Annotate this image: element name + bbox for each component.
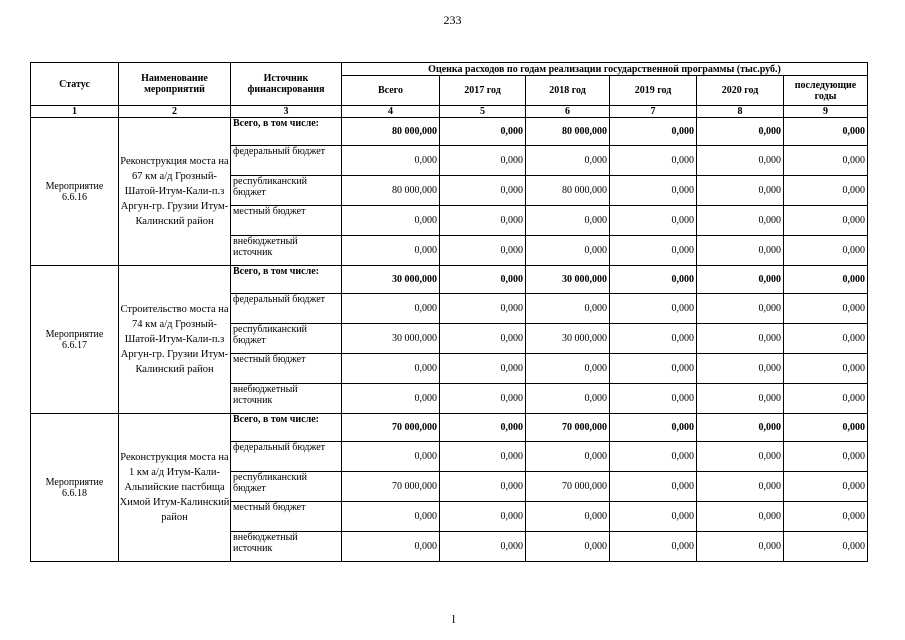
amount-cell: 0,000 (440, 176, 526, 206)
header-name: Наименование мероприятий (119, 63, 231, 106)
header-source: Источник финансирования (231, 63, 342, 106)
event-status: Мероприятие 6.6.18 (31, 414, 119, 562)
amount-cell: 0,000 (526, 206, 610, 236)
amount-cell: 0,000 (697, 442, 784, 472)
amount-cell: 0,000 (610, 146, 697, 176)
amount-cell: 0,000 (784, 118, 868, 146)
amount-cell: 0,000 (342, 384, 440, 414)
amount-cell: 0,000 (697, 206, 784, 236)
amount-cell: 0,000 (697, 324, 784, 354)
amount-cell: 70 000,000 (526, 414, 610, 442)
funding-source: республиканский бюджет (231, 176, 342, 206)
amount-cell: 0,000 (440, 294, 526, 324)
expenditure-table (30, 62, 868, 562)
amount-cell: 0,000 (440, 472, 526, 502)
amount-cell: 0,000 (526, 354, 610, 384)
amount-cell: 30 000,000 (342, 324, 440, 354)
amount-cell: 0,000 (440, 266, 526, 294)
amount-cell: 0,000 (610, 354, 697, 384)
amount-cell: 0,000 (610, 532, 697, 562)
amount-cell: 0,000 (342, 442, 440, 472)
header-status: Статус (31, 63, 119, 106)
event-name: Реконструкция моста на 1 км а/д Итум-Кали-Альпийские пастбища Химой Итум-Калинский район (119, 414, 231, 562)
funding-source: Всего, в том числе: (231, 414, 342, 442)
event-status: Мероприятие 6.6.16 (31, 118, 119, 266)
amount-cell: 0,000 (784, 206, 868, 236)
amount-cell: 80 000,000 (342, 118, 440, 146)
funding-source: местный бюджет (231, 354, 342, 384)
event-name: Реконструкция моста на 67 км а/д Грозный-Шатой-Итум-Кали-п.з Аргун-гр. Грузии Итум-Калинский район (119, 118, 231, 266)
amount-cell: 0,000 (440, 118, 526, 146)
amount-cell: 0,000 (784, 236, 868, 266)
amount-cell: 0,000 (526, 442, 610, 472)
header-total: Всего (342, 76, 440, 106)
amount-cell: 0,000 (697, 146, 784, 176)
amount-cell: 30 000,000 (342, 266, 440, 294)
amount-cell: 0,000 (610, 324, 697, 354)
amount-cell: 0,000 (342, 146, 440, 176)
funding-source: федеральный бюджет (231, 146, 342, 176)
amount-cell: 0,000 (784, 532, 868, 562)
amount-cell: 0,000 (440, 414, 526, 442)
event-status: Мероприятие 6.6.17 (31, 266, 119, 414)
amount-cell: 0,000 (526, 502, 610, 532)
amount-cell: 0,000 (610, 266, 697, 294)
funding-source: Всего, в том числе: (231, 118, 342, 146)
funding-source: федеральный бюджет (231, 442, 342, 472)
amount-cell: 0,000 (526, 294, 610, 324)
column-number: 5 (440, 106, 526, 118)
column-number: 1 (31, 106, 119, 118)
amount-cell: 0,000 (610, 206, 697, 236)
header-2020: 2020 год (697, 76, 784, 106)
amount-cell: 70 000,000 (526, 472, 610, 502)
event-name: Строительство моста на 74 км а/д Грозный-Шатой-Итум-Кали-п.з Аргун-гр. Грузии Итум-Калинский район (119, 266, 231, 414)
amount-cell: 0,000 (784, 502, 868, 532)
amount-cell: 0,000 (610, 118, 697, 146)
funding-source: республиканский бюджет (231, 324, 342, 354)
amount-cell: 0,000 (697, 354, 784, 384)
amount-cell: 0,000 (440, 324, 526, 354)
table-row (31, 266, 868, 294)
amount-cell: 0,000 (342, 354, 440, 384)
header-2018: 2018 год (526, 76, 610, 106)
amount-cell: 0,000 (697, 176, 784, 206)
amount-cell: 0,000 (610, 176, 697, 206)
amount-cell: 0,000 (440, 442, 526, 472)
page-number: 233 (443, 13, 462, 27)
amount-cell: 0,000 (784, 294, 868, 324)
amount-cell: 0,000 (342, 532, 440, 562)
amount-cell: 0,000 (526, 146, 610, 176)
amount-cell: 0,000 (526, 384, 610, 414)
funding-source: местный бюджет (231, 502, 342, 532)
amount-cell: 80 000,000 (526, 176, 610, 206)
amount-cell: 0,000 (697, 384, 784, 414)
column-number: 9 (784, 106, 868, 118)
column-number: 2 (119, 106, 231, 118)
amount-cell: 0,000 (784, 324, 868, 354)
table-row (31, 118, 868, 146)
amount-cell: 80 000,000 (342, 176, 440, 206)
amount-cell: 0,000 (784, 146, 868, 176)
amount-cell: 30 000,000 (526, 266, 610, 294)
amount-cell: 0,000 (610, 442, 697, 472)
funding-source: республиканский бюджет (231, 472, 342, 502)
amount-cell: 70 000,000 (342, 472, 440, 502)
amount-cell: 70 000,000 (342, 414, 440, 442)
column-number: 8 (697, 106, 784, 118)
amount-cell: 0,000 (697, 236, 784, 266)
column-number: 4 (342, 106, 440, 118)
amount-cell: 0,000 (610, 384, 697, 414)
header-2017: 2017 год (440, 76, 526, 106)
table-row (31, 414, 868, 442)
column-number: 7 (610, 106, 697, 118)
funding-source: федеральный бюджет (231, 294, 342, 324)
amount-cell: 0,000 (440, 384, 526, 414)
amount-cell: 0,000 (697, 472, 784, 502)
amount-cell: 0,000 (784, 472, 868, 502)
amount-cell: 0,000 (526, 236, 610, 266)
amount-cell: 0,000 (610, 236, 697, 266)
amount-cell: 0,000 (342, 206, 440, 236)
amount-cell: 0,000 (784, 442, 868, 472)
amount-cell: 0,000 (697, 266, 784, 294)
amount-cell: 0,000 (784, 266, 868, 294)
amount-cell: 0,000 (440, 206, 526, 236)
column-number: 6 (526, 106, 610, 118)
amount-cell: 0,000 (342, 236, 440, 266)
amount-cell: 0,000 (697, 118, 784, 146)
amount-cell: 0,000 (440, 502, 526, 532)
amount-cell: 0,000 (440, 532, 526, 562)
column-numbers-row (31, 106, 868, 118)
amount-cell: 80 000,000 (526, 118, 610, 146)
amount-cell: 0,000 (440, 354, 526, 384)
amount-cell: 0,000 (342, 294, 440, 324)
amount-cell: 0,000 (784, 176, 868, 206)
funding-source: внебюджетный источник (231, 532, 342, 562)
column-number: 3 (231, 106, 342, 118)
amount-cell: 0,000 (697, 532, 784, 562)
amount-cell: 30 000,000 (526, 324, 610, 354)
amount-cell: 0,000 (526, 532, 610, 562)
header-later-years: последующие годы (784, 76, 868, 106)
amount-cell: 0,000 (610, 294, 697, 324)
header-2019: 2019 год (610, 76, 697, 106)
funding-source: Всего, в том числе: (231, 266, 342, 294)
amount-cell: 0,000 (697, 502, 784, 532)
amount-cell: 0,000 (784, 414, 868, 442)
header-estimate: Оценка расходов по годам реализации государственной программы (тыс.руб.) (342, 63, 868, 76)
amount-cell: 0,000 (610, 472, 697, 502)
funding-source: внебюджетный источник (231, 236, 342, 266)
amount-cell: 0,000 (697, 294, 784, 324)
amount-cell: 0,000 (440, 146, 526, 176)
amount-cell: 0,000 (697, 414, 784, 442)
amount-cell: 0,000 (342, 502, 440, 532)
amount-cell: 0,000 (784, 384, 868, 414)
funding-source: местный бюджет (231, 206, 342, 236)
amount-cell: 0,000 (440, 236, 526, 266)
amount-cell: 0,000 (784, 354, 868, 384)
footer-mark: l (452, 612, 456, 626)
amount-cell: 0,000 (610, 502, 697, 532)
amount-cell: 0,000 (610, 414, 697, 442)
funding-source: внебюджетный источник (231, 384, 342, 414)
